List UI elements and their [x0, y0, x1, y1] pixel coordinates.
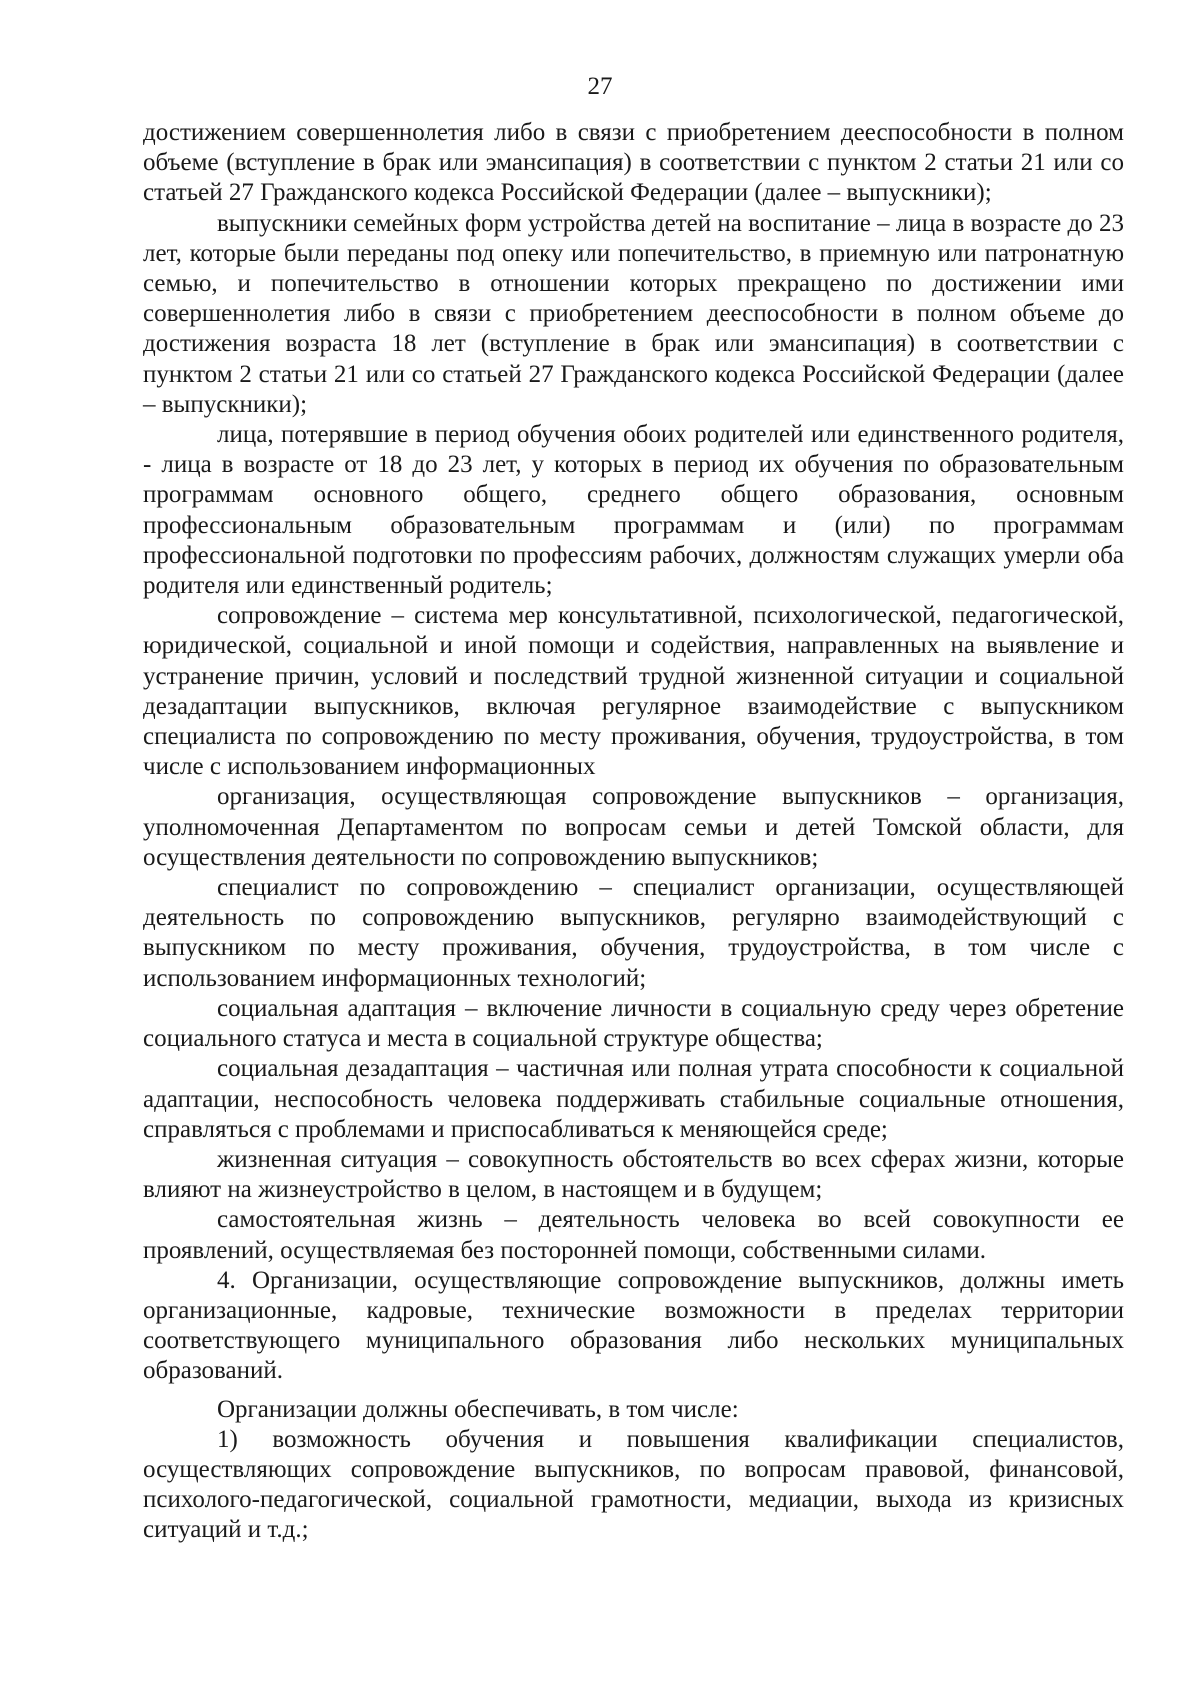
paragraph-independent-life: самостоятельная жизнь – деятельность человека во всей совокупности ее проявлений, осуществляемая без посторонней помощи, собственными силами.	[143, 1206, 1124, 1264]
paragraph-section-4: 4. Организации, осуществляющие сопровождение выпускников, должны иметь организационные, кадровые, технические возможности в пределах территории соответствующего муниципального образования либо нескольких муниципальных образований.	[143, 1266, 1124, 1385]
paragraph-family-placement-graduates: выпускники семейных форм устройства детей на воспитание – лица в возрасте до 23 лет, которые были переданы под опеку или попечительство, в приемную или патронатную семью, и попечительство в отношении которых прекращено по достижении ими совершеннолетия либо в связи с приобретением дееспособности в полном объеме до достижения возраста 18 лет (вступление в брак или эмансипация) в соответствии с пунктом 2 статьи 21 или со статьей 27 Гражданского кодекса Российской Федерации (далее – выпускники);	[143, 209, 1124, 418]
paragraph-social-maladaptation: социальная дезадаптация – частичная или полная утрата способности к социальной адаптации, неспособность человека поддерживать стабильные социальные отношения, справляться с проблемами и приспосабливаться к меняющейся среде;	[143, 1055, 1124, 1143]
paragraph-support-definition: сопровождение – система мер консультативной, психологической, педагогической, юридической, социальной и иной помощи и содействия, направленных на выявление и устранение причин, условий и последствий трудной жизненной ситуации и социальной дезадаптации выпускников, включая регулярное взаимодействие с выпускником специалиста по сопровождению по месту проживания, обучения, трудоустройства, в том числе с использованием информационных	[143, 602, 1124, 781]
paragraph-item-1: 1) возможность обучения и повышения квалификации специалистов, осуществляющих сопровождение выпускников, по вопросам правовой, финансовой, психолого-педагогической, социальной грамотности, медиации, выхода из кризисных ситуаций и т.д.;	[143, 1425, 1124, 1544]
paragraph-lost-parents: лица, потерявшие в период обучения обоих родителей или единственного родителя, - лица в возрасте от 18 до 23 лет, у которых в период их обучения по образовательным программам основного общего, среднего общего образования, основным профессиональным образовательным программам и (или) по программам профессиональной подготовки по профессиям рабочих, должностям служащих умерли оба родителя или единственный родитель;	[143, 421, 1124, 600]
paragraph-support-specialist: специалист по сопровождению – специалист организации, осуществляющей деятельность по сопровождению выпускников, регулярно взаимодействующий с выпускником по месту проживания, обучения, трудоустройства, в том числе с использованием информационных технологий;	[143, 874, 1124, 992]
paragraph-life-situation: жизненная ситуация – совокупность обстоятельств во всех сферах жизни, которые влияют на жизнеустройство в целом, в настоящем и в будущем;	[143, 1145, 1124, 1204]
document-body	[143, 118, 1124, 1546]
paragraph-support-organization: организация, осуществляющая сопровождение выпускников – организация, уполномоченная Департаментом по вопросам семьи и детей Томской области, для осуществления деятельности по сопровождению выпускников;	[143, 783, 1124, 871]
paragraph-social-adaptation: социальная адаптация – включение личности в социальную среду через обретение социального статуса и места в социальной структуре общества;	[143, 994, 1124, 1053]
paragraph-graduates-definition-end: достижением совершеннолетия либо в связи с приобретением дееспособности в полном объеме (вступление в брак или эмансипация) в соответствии с пунктом 2 статьи 21 или со статьей 27 Гражданского кодекса Российской Федерации (далее – выпускники);	[143, 119, 1124, 207]
paragraph-organizations-must: Организации должны обеспечивать, в том числе:	[217, 1395, 739, 1423]
page-number: 27	[587, 73, 613, 100]
